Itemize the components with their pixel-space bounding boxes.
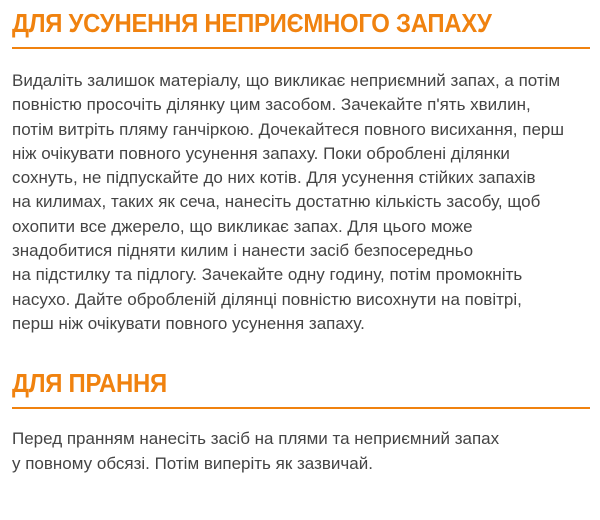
odor-line: на килимах, таких як сеча, нанесіть достатню кількість засобу, щоб	[12, 192, 541, 212]
odor-section-title: ДЛЯ УСУНЕННЯ НЕПРИЄМНОГО ЗАПАХУ	[12, 8, 492, 38]
odor-section-header	[12, 0, 590, 49]
laundry-section-title: ДЛЯ ПРАННЯ	[12, 368, 167, 399]
odor-line: знадобитися підняти килим і нанести засіб безпосередньо	[12, 241, 474, 261]
odor-line: ніж очікувати повного усунення запаху. Поки оброблені ділянки	[12, 143, 510, 163]
odor-line: охопити все джерело, що викликає запах. Для цього може	[12, 216, 473, 236]
laundry-section-body	[12, 427, 590, 476]
odor-line: Видаліть залишок матеріалу, що викликає неприємний запах, а потім	[12, 71, 561, 90]
odor-line: сохнуть, не підпускайте до них котів. Для усунення стійких запахів	[12, 168, 536, 188]
laundry-section-header	[12, 360, 590, 409]
laundry-line: у повному обсязі. Потім виперіть як зазвичай.	[12, 453, 373, 473]
odor-line: перш ніж очікувати повного усунення запаху.	[12, 313, 365, 333]
laundry-line: Перед пранням нанесіть засіб на плями та неприємний запах	[12, 429, 500, 449]
odor-line: на підстилку та підлогу. Зачекайте одну годину, потім промокніть	[12, 265, 523, 285]
odor-line: потім витріть пляму ганчіркою. Дочекайтеся повного висихання, перш	[12, 119, 564, 139]
odor-line: повністю просочіть ділянку цим засобом. Зачекайте п'ять хвилин,	[12, 95, 531, 115]
odor-line: насухо. Дайте обробленій ділянці повністю висохнути на повітрі,	[12, 289, 522, 309]
odor-section-body	[12, 69, 590, 336]
